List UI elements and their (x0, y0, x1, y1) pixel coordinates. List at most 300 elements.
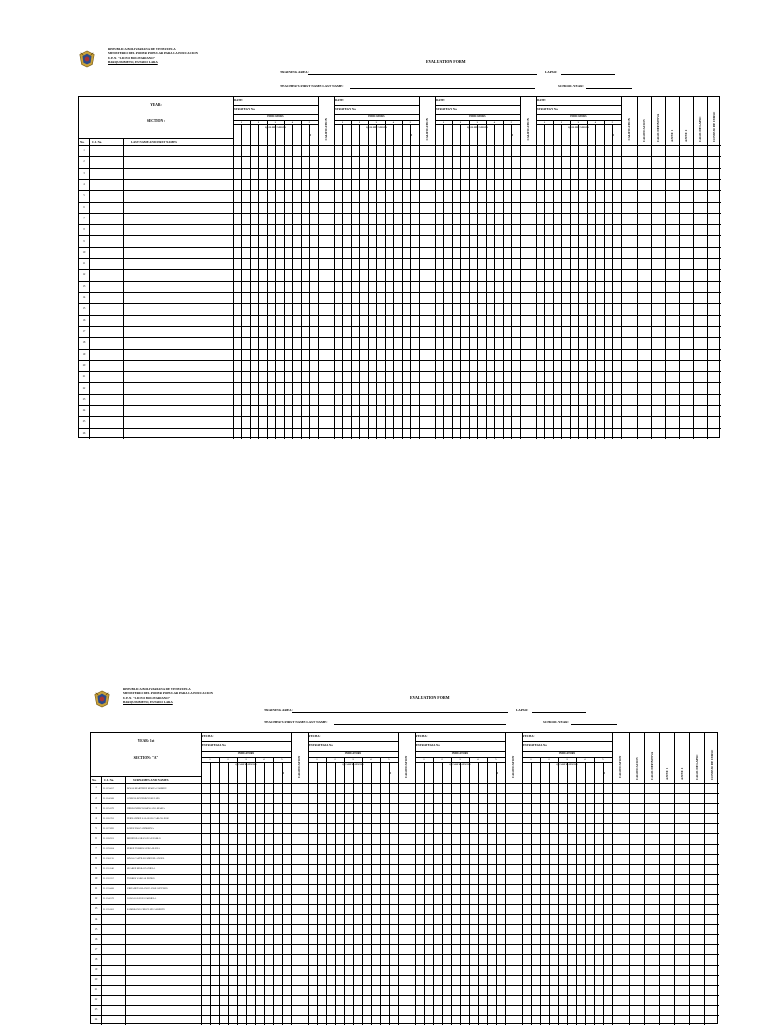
ci-col-header: C.I. No. (92, 140, 102, 144)
block-border (629, 733, 630, 1025)
student-name: TORRES VARGAS PEDRO (127, 877, 200, 880)
indicator-number: 1 (415, 758, 433, 761)
student-name: LOPEZ DIAZ ANDREINA (127, 827, 200, 830)
row-divider (79, 428, 721, 429)
indicator-number: 4 (284, 121, 301, 124)
training-area-line[interactable] (308, 74, 537, 75)
row-divider (91, 995, 719, 996)
row-divider (91, 844, 719, 845)
institution-header (123, 687, 213, 705)
total-mark: 1 (604, 771, 606, 775)
row-divider (91, 944, 719, 945)
teacher-label: TEACHER'S FIRST NAME LAST NAME: (264, 720, 328, 724)
row-number: 9 (79, 240, 89, 243)
indicator-number: 5 (273, 758, 291, 761)
indicator-number: 4 (486, 121, 503, 124)
row-number: 16 (79, 319, 89, 322)
row-divider (91, 894, 719, 895)
row-divider (91, 914, 719, 915)
indicators-label: INDICATORS (415, 752, 505, 755)
strategy-number-label: ESTRATEGIA No. (416, 743, 440, 747)
strategy-number-label: STRATEGY No. (436, 107, 457, 111)
row-divider (91, 985, 719, 986)
indicators-label: INDICATORS (201, 752, 291, 755)
row-number: 24 (79, 409, 89, 412)
row-number: 9 (91, 867, 101, 870)
block-border (415, 733, 416, 1025)
row-divider (79, 179, 721, 180)
row-number: 1 (79, 149, 89, 152)
student-name: SUAREZ MORA DANIELA (127, 867, 200, 870)
school-year-line[interactable] (586, 88, 632, 89)
training-area-label: TRAINING AREA: (264, 708, 293, 712)
header-line3: U.E.N. "LICEO BOLIVARIANO" (123, 696, 213, 700)
student-ci: 31.131.246 (103, 867, 124, 870)
row-number: 14 (79, 296, 89, 299)
row-number: 6 (79, 206, 89, 209)
row-number: 17 (79, 330, 89, 333)
calification-divider (612, 733, 613, 1025)
row-divider (79, 292, 721, 293)
training-area-line[interactable] (292, 712, 508, 713)
block-border (536, 97, 537, 439)
qualifications-label: QUALIFICATIONS (435, 126, 520, 129)
summary-col-divider (651, 97, 652, 439)
calification-divider (419, 97, 420, 439)
indicator-number: 4 (587, 121, 604, 124)
row-number: 17 (91, 948, 101, 951)
indicator-number: 4 (576, 758, 594, 761)
row-number: 5 (91, 827, 101, 830)
row-number: 7 (91, 847, 101, 850)
summary-col-divider (674, 733, 675, 1025)
indicator-number: 1 (536, 121, 553, 124)
row-number: 5 (79, 194, 89, 197)
header-line2: MINISTERIO DEL PODER POPULAR PARA LA EDUCACION (123, 691, 213, 695)
total-mark: 1 (390, 771, 392, 775)
indicator-number: 5 (301, 121, 318, 124)
row-divider (79, 224, 721, 225)
total-mark: 1 (512, 133, 514, 137)
row-divider (79, 269, 721, 270)
indicator-number: 2 (433, 758, 451, 761)
row-divider (91, 1015, 719, 1016)
row-number: 13 (91, 907, 101, 910)
indicator-number: 2 (351, 121, 368, 124)
indicator-number: 5 (487, 758, 505, 761)
lapso-line[interactable] (561, 74, 615, 75)
names-col-header: SURNAMES AND NAMES (133, 778, 169, 782)
summary-col-header: CALIF. DEFINITIVA (656, 100, 660, 142)
row-number: 6 (91, 837, 101, 840)
calification-header: CALIFICATION (627, 102, 631, 140)
row-divider (91, 884, 719, 885)
indicator-number: 5 (402, 121, 419, 124)
indicator-number: 2 (553, 121, 570, 124)
indicator-number: 1 (334, 121, 351, 124)
calification-divider (621, 97, 622, 439)
row-number: 2 (79, 160, 89, 163)
row-number: 18 (79, 341, 89, 344)
row-number: 1 (91, 786, 101, 789)
indicator-number: 4 (255, 758, 273, 761)
block-divider (435, 105, 520, 106)
student-name: ZAMBRANO CRUZ LUIS ALBERTO (127, 908, 200, 911)
row-number: 3 (91, 807, 101, 810)
block-border (308, 733, 309, 1025)
block-border (637, 97, 638, 439)
indicator-number: 3 (558, 758, 576, 761)
row-number: 10 (91, 877, 101, 880)
evaluation-grid (78, 96, 720, 438)
indicator-number: 3 (267, 121, 284, 124)
row-divider (91, 854, 719, 855)
year-label: YEAR: (79, 103, 233, 107)
summary-col-header: CALIF. DEFINITIVA (650, 736, 654, 780)
indicators-label: INDICATORS (522, 752, 612, 755)
header-line2: MINISTERIO DEL PODER POPULAR PARA LA EDUCACION (108, 51, 198, 55)
row-number: 22 (79, 387, 89, 390)
student-name: URDANETA BLANCO JOSE ANTONIO (127, 887, 200, 890)
student-name: FERNANDEZ SALAZAR CARLOS JOSE (127, 817, 200, 820)
total-mark: 1 (283, 771, 285, 775)
row-divider (79, 303, 721, 304)
indicator-number: 3 (344, 758, 362, 761)
calification-header: CALIFICATION (297, 738, 301, 778)
student-ci: 31.130.135 (103, 857, 124, 860)
strategy-number-label: ESTRATEGIA No. (202, 743, 226, 747)
strategy-number-label: STRATEGY No. (234, 107, 255, 111)
strategy-date-label: DATE: (335, 98, 344, 102)
indicator-number: 3 (451, 758, 469, 761)
row-number: 15 (79, 307, 89, 310)
row-number: 8 (91, 857, 101, 860)
header-line3: U.E.N. "LICEO BOLIVARIANO" (108, 56, 198, 60)
row-number: 26 (79, 432, 89, 435)
indicator-number: 3 (237, 758, 255, 761)
header-line4: BARQUISIMETO, ESTADO LARA (123, 700, 213, 704)
row-divider (79, 247, 721, 248)
qualifications-label: QUALIFICATIONS (201, 763, 291, 766)
indicator-number: 1 (308, 758, 326, 761)
header-bottom-line (79, 145, 721, 146)
summary-col-header: CALIF. DE LAPSO (698, 100, 702, 142)
section-label: SECTION : (79, 119, 233, 123)
indicator-number: 4 (362, 758, 380, 761)
strategy-date-label: DATE: (436, 98, 445, 102)
calification-header: CALIFICATION (324, 102, 328, 140)
row-number: 11 (91, 887, 101, 890)
calification-divider (318, 97, 319, 439)
indicator-number: 4 (385, 121, 402, 124)
row-number: 24 (91, 1018, 101, 1021)
row-divider (91, 813, 719, 814)
qualifications-label: QUALIFICATIONS (415, 763, 505, 766)
row-number: 19 (91, 968, 101, 971)
row-number: 4 (79, 183, 89, 186)
row-number: 21 (91, 988, 101, 991)
row-divider (79, 349, 721, 350)
row-divider (79, 190, 721, 191)
indicator-number: 2 (326, 758, 344, 761)
student-ci: 31.126.781 (103, 817, 124, 820)
lapso-label: LAPSO: (516, 708, 528, 712)
header-line1: REPUBLICA BOLIVARIANA DE VENEZUELA (108, 47, 198, 51)
student-ci: 31.123.457 (103, 787, 124, 790)
row-divider (91, 1005, 719, 1006)
indicator-number: 2 (250, 121, 267, 124)
row-number: 16 (91, 938, 101, 941)
summary-col-divider (665, 97, 666, 439)
lapso-label: LAPSO: (545, 70, 557, 74)
block-divider (201, 741, 291, 742)
calification-header: CALIFICATION (618, 738, 622, 778)
lapso-line[interactable] (532, 712, 586, 713)
strategy-date-label: FECHA: (416, 734, 428, 738)
no-col-header: No. (80, 140, 88, 144)
indicator-number: 5 (503, 121, 520, 124)
summary-col-header: CONSEJO DE CURSO (712, 100, 716, 142)
training-area-label: TRAINING AREA: (280, 70, 309, 74)
total-mark: 1 (411, 133, 413, 137)
qualifications-label: QUALIFICATIONS (308, 763, 398, 766)
names-header-divider (91, 776, 201, 777)
form-title: EVALUATION FORM (426, 59, 466, 64)
row-divider (79, 315, 721, 316)
row-divider (79, 326, 721, 327)
institution-header (108, 47, 198, 65)
strategy-date-label: DATE: (234, 98, 243, 102)
total-mark: 1 (497, 771, 499, 775)
summary-col-header: CONSEJO DE CURSO (710, 736, 714, 780)
row-divider (79, 394, 721, 395)
strategy-date-label: DATE: (537, 98, 546, 102)
names-col-header: LAST NAME AND FIRST NAMES (131, 140, 177, 144)
calification-header: CALIFICATION (511, 738, 515, 778)
row-divider (79, 360, 721, 361)
indicators-label: INDICATORS (308, 752, 398, 755)
indicator-number: 3 (368, 121, 385, 124)
summary-col-header: AJUST. 2 (684, 100, 688, 142)
calification-header: CALIFICATION (526, 102, 530, 140)
no-col-header: No. (92, 778, 100, 782)
indicator-number: 3 (469, 121, 486, 124)
row-divider (79, 371, 721, 372)
student-name: MENDOZA SILVA JUAN PABLO (127, 837, 200, 840)
school-year-label: SCHOOL YEAR: (543, 720, 569, 724)
summary-col-header: CALIF. DE LAPSO (695, 736, 699, 780)
indicators-label: INDICATORS (536, 115, 621, 118)
indicator-number: 1 (233, 121, 250, 124)
summary-col-divider (704, 733, 705, 1025)
summary-col-header: AJUST. 1 (665, 736, 669, 780)
row-number: 11 (79, 262, 89, 265)
row-number: 4 (91, 817, 101, 820)
indicator-number: 1 (201, 758, 219, 761)
block-divider (308, 741, 398, 742)
row-divider (91, 864, 719, 865)
student-ci: 31.135.681 (103, 908, 124, 911)
row-divider (91, 954, 719, 955)
school-crest-logo (78, 50, 96, 68)
row-divider (91, 793, 719, 794)
row-divider (79, 416, 721, 417)
indicator-number: 2 (219, 758, 237, 761)
row-number: 21 (79, 375, 89, 378)
section-label: SECTION: "A" (91, 756, 201, 760)
row-divider (79, 382, 721, 383)
summary-col-header: AJUST. 1 (670, 100, 674, 142)
row-divider (91, 833, 719, 834)
qualifications-label: QUALIFICATIONS (233, 126, 318, 129)
row-number: 19 (79, 353, 89, 356)
header-line4: BARQUISIMETO, ESTADO LARA (108, 60, 198, 64)
indicator-number: 4 (469, 758, 487, 761)
row-number: 13 (79, 285, 89, 288)
row-number: 23 (79, 398, 89, 401)
row-number: 15 (91, 928, 101, 931)
summary-col-divider (689, 733, 690, 1025)
year-label: YEAR: 1st (91, 739, 201, 743)
block-border (435, 97, 436, 439)
summary-col-header: CALIFICACION (635, 736, 639, 780)
row-divider (91, 924, 719, 925)
strategy-date-label: FECHA: (309, 734, 321, 738)
col-divider (201, 733, 202, 1025)
row-number: 20 (91, 978, 101, 981)
student-ci: 31.128.913 (103, 837, 124, 840)
header-bottom-line (91, 783, 719, 784)
row-number: 22 (91, 998, 101, 1001)
student-name: RIVAS CASTILLO MIGUEL ANGEL (127, 857, 200, 860)
names-header-divider (79, 138, 233, 139)
student-ci: 31.129.024 (103, 847, 124, 850)
row-number: 18 (91, 958, 101, 961)
row-number: 7 (79, 217, 89, 220)
row-divider (91, 934, 719, 935)
summary-col-header: CALIFICACION (642, 100, 646, 142)
school-year-line[interactable] (571, 724, 617, 725)
block-divider (536, 105, 621, 106)
strategy-number-label: STRATEGY No. (537, 107, 558, 111)
row-divider (91, 965, 719, 966)
row-number: 12 (91, 897, 101, 900)
ci-col-header: C.I. No. (104, 778, 114, 782)
block-divider (522, 741, 612, 742)
summary-col-divider (679, 97, 680, 439)
calification-header: CALIFICATION (425, 102, 429, 140)
summary-col-divider (693, 97, 694, 439)
strategy-number-label: ESTRATEGIA No. (309, 743, 333, 747)
calification-divider (398, 733, 399, 1025)
student-name: PEREZ TORRES LUISA ELENA (127, 847, 200, 850)
row-divider (79, 235, 721, 236)
block-divider (334, 105, 419, 106)
row-divider (79, 405, 721, 406)
qualifications-label: QUALIFICATIONS (334, 126, 419, 129)
summary-col-header: AJUST. 2 (680, 736, 684, 780)
strategy-number-label: STRATEGY No. (335, 107, 356, 111)
row-number: 20 (79, 364, 89, 367)
row-divider (79, 258, 721, 259)
teacher-line[interactable] (334, 724, 506, 725)
row-number: 8 (79, 228, 89, 231)
student-ci: 31.125.679 (103, 807, 124, 810)
row-number: 25 (79, 420, 89, 423)
qualifications-label: QUALIFICATIONS (522, 763, 612, 766)
calification-divider (291, 733, 292, 1025)
indicator-number: 1 (522, 758, 540, 761)
student-ci: 31.132.357 (103, 877, 124, 880)
calification-header: CALIFICATION (404, 738, 408, 778)
student-ci: 31.133.468 (103, 887, 124, 890)
evaluation-grid (90, 732, 718, 1024)
teacher-label: TEACHER'S FIRST NAME LAST NAME: (280, 84, 344, 88)
indicator-number: 5 (380, 758, 398, 761)
row-divider (91, 874, 719, 875)
student-ci: 31.134.579 (103, 897, 124, 900)
block-border (522, 733, 523, 1025)
calification-divider (505, 733, 506, 1025)
school-year-label: SCHOOL YEAR: (558, 84, 584, 88)
indicators-label: INDICATORS (233, 115, 318, 118)
row-divider (91, 904, 719, 905)
block-divider (415, 741, 505, 742)
row-number: 23 (91, 1008, 101, 1011)
row-divider (91, 803, 719, 804)
row-number: 2 (91, 797, 101, 800)
row-divider (79, 337, 721, 338)
student-name: GONZALEZ PEREZ JOSE LUIS (127, 797, 200, 800)
indicator-number: 2 (540, 758, 558, 761)
block-border (334, 97, 335, 439)
student-name: ROJAS MARTINEZ MARIA CARMEN (127, 787, 200, 790)
strategy-date-label: FECHA: (202, 734, 214, 738)
row-number: 10 (79, 251, 89, 254)
total-mark: 1 (613, 133, 615, 137)
indicators-label: INDICATORS (334, 115, 419, 118)
row-number: 14 (91, 918, 101, 921)
indicator-number: 2 (452, 121, 469, 124)
strategy-date-label: FECHA: (523, 734, 535, 738)
student-ci: 31.124.568 (103, 797, 124, 800)
row-divider (91, 975, 719, 976)
row-number: 3 (79, 172, 89, 175)
calification-divider (520, 97, 521, 439)
indicator-number: 5 (594, 758, 612, 761)
row-number: 12 (79, 273, 89, 276)
row-divider (91, 823, 719, 824)
indicator-number: 1 (435, 121, 452, 124)
summary-col-divider (644, 733, 645, 1025)
summary-col-divider (707, 97, 708, 439)
student-ci: 31.127.892 (103, 827, 124, 830)
row-divider (79, 202, 721, 203)
student-name: VARGAS LEON GABRIELA (127, 897, 200, 900)
row-divider (79, 156, 721, 157)
indicator-number: 3 (570, 121, 587, 124)
strategy-number-label: ESTRATEGIA No. (523, 743, 547, 747)
header-line1: REPUBLICA BOLIVARIANA DE VENEZUELA (123, 687, 213, 691)
school-crest-logo (93, 690, 111, 708)
teacher-line[interactable] (350, 88, 535, 89)
indicators-label: INDICATORS (435, 115, 520, 118)
col-divider (233, 97, 234, 439)
student-name: HERNANDEZ RAMOS ANA MARIA (127, 807, 200, 810)
summary-col-divider (659, 733, 660, 1025)
indicator-number: 5 (604, 121, 621, 124)
qualifications-label: QUALIFICATIONS (536, 126, 621, 129)
